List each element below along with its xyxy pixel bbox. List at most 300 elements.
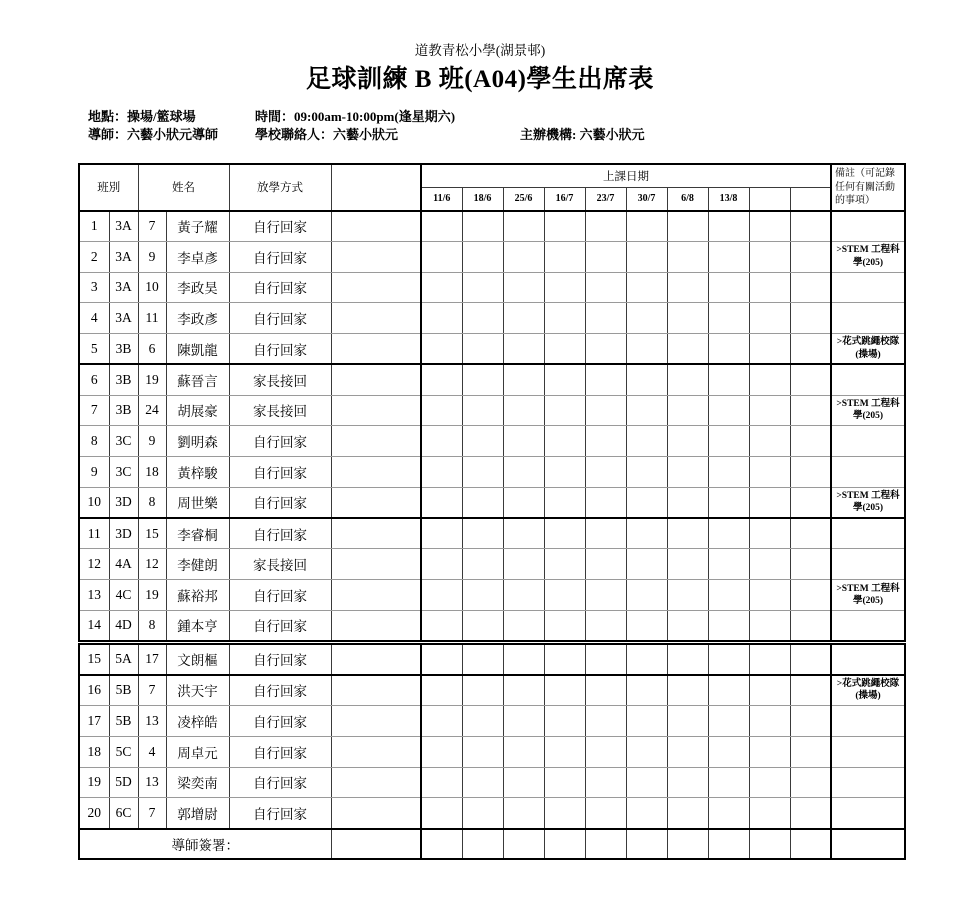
attendance-cell xyxy=(708,487,749,518)
attendance-cell xyxy=(626,767,667,798)
attendance-cell xyxy=(749,241,790,272)
row-number-cell: 19 xyxy=(79,767,109,798)
attendance-cell xyxy=(421,272,462,303)
attendance-cell xyxy=(462,303,503,334)
class-cell: 5D xyxy=(109,767,138,798)
attendance-cell xyxy=(667,303,708,334)
attendance-cell xyxy=(667,241,708,272)
attendance-cell xyxy=(749,549,790,580)
spare-cell xyxy=(331,610,421,641)
class-cell: 5B xyxy=(109,675,138,706)
class-number-cell: 6 xyxy=(138,334,166,365)
class-number-cell: 17 xyxy=(138,644,166,675)
attendance-cell xyxy=(708,706,749,737)
attendance-cell xyxy=(462,798,503,829)
attendance-cell xyxy=(544,211,585,242)
attendance-cell xyxy=(790,457,831,488)
spare-cell xyxy=(331,549,421,580)
attendance-cell xyxy=(708,334,749,365)
row-number-cell: 17 xyxy=(79,706,109,737)
dismissal-method-cell: 自行回家 xyxy=(229,610,331,641)
attendance-cell xyxy=(503,829,544,859)
header-remarks: 備註（可記錄任何有關活動的事項） xyxy=(831,164,905,211)
class-cell: 4A xyxy=(109,549,138,580)
class-number-cell: 7 xyxy=(138,798,166,829)
remark-cell xyxy=(831,211,905,242)
student-name-cell: 李健朗 xyxy=(166,549,229,580)
row-number-cell: 12 xyxy=(79,549,109,580)
class-number-cell: 11 xyxy=(138,303,166,334)
class-cell: 3A xyxy=(109,241,138,272)
dismissal-method-cell: 自行回家 xyxy=(229,706,331,737)
attendance-cell xyxy=(585,580,626,611)
spare-cell xyxy=(331,518,421,549)
attendance-cell xyxy=(544,644,585,675)
class-cell: 5B xyxy=(109,706,138,737)
class-number-cell: 13 xyxy=(138,706,166,737)
attendance-cell xyxy=(544,549,585,580)
class-number-cell: 24 xyxy=(138,395,166,426)
attendance-cell xyxy=(503,426,544,457)
attendance-cell xyxy=(626,426,667,457)
attendance-cell xyxy=(503,644,544,675)
student-row xyxy=(79,518,905,549)
attendance-cell xyxy=(708,457,749,488)
row-number-cell: 3 xyxy=(79,272,109,303)
attendance-cell xyxy=(503,767,544,798)
attendance-cell xyxy=(708,549,749,580)
row-number-cell: 7 xyxy=(79,395,109,426)
student-row xyxy=(79,272,905,303)
attendance-cell xyxy=(544,580,585,611)
student-row xyxy=(79,303,905,334)
attendance-cell xyxy=(462,487,503,518)
class-cell: 3A xyxy=(109,272,138,303)
student-name-cell: 蘇晉言 xyxy=(166,364,229,395)
date-header-cell: 16/7 xyxy=(544,188,585,211)
attendance-cell xyxy=(421,518,462,549)
class-cell: 6C xyxy=(109,798,138,829)
student-row xyxy=(79,675,905,706)
attendance-cell xyxy=(421,675,462,706)
class-cell: 4C xyxy=(109,580,138,611)
attendance-cell xyxy=(462,426,503,457)
attendance-cell xyxy=(626,241,667,272)
attendance-cell xyxy=(585,303,626,334)
attendance-cell xyxy=(503,211,544,242)
attendance-cell xyxy=(544,364,585,395)
attendance-cell xyxy=(503,487,544,518)
attendance-cell xyxy=(585,829,626,859)
row-number-cell: 8 xyxy=(79,426,109,457)
remark-cell xyxy=(831,303,905,334)
dismissal-method-cell: 自行回家 xyxy=(229,487,331,518)
attendance-cell xyxy=(749,426,790,457)
attendance-cell xyxy=(544,767,585,798)
attendance-cell xyxy=(503,334,544,365)
student-name-cell: 李政昊 xyxy=(166,272,229,303)
student-row xyxy=(79,241,905,272)
attendance-cell xyxy=(749,767,790,798)
attendance-cell xyxy=(585,798,626,829)
attendance-cell xyxy=(708,211,749,242)
info-organizer: 主辦機構: 六藝小狀元 xyxy=(520,127,645,142)
class-number-cell: 13 xyxy=(138,767,166,798)
student-row xyxy=(79,580,905,611)
remark-cell xyxy=(831,272,905,303)
attendance-cell xyxy=(462,736,503,767)
attendance-cell xyxy=(749,706,790,737)
attendance-cell xyxy=(421,767,462,798)
date-header-cell xyxy=(749,188,790,211)
signature-row xyxy=(79,829,905,859)
spare-cell xyxy=(331,241,421,272)
attendance-cell xyxy=(421,334,462,365)
spare-cell xyxy=(331,798,421,829)
dismissal-method-cell: 自行回家 xyxy=(229,736,331,767)
attendance-cell xyxy=(708,518,749,549)
remark-cell xyxy=(831,829,905,859)
attendance-cell xyxy=(585,395,626,426)
attendance-cell xyxy=(626,364,667,395)
attendance-cell xyxy=(421,303,462,334)
attendance-cell xyxy=(421,457,462,488)
date-header-cell: 25/6 xyxy=(503,188,544,211)
attendance-cell xyxy=(626,736,667,767)
attendance-cell xyxy=(708,303,749,334)
attendance-cell xyxy=(585,736,626,767)
student-row xyxy=(79,767,905,798)
attendance-cell xyxy=(667,334,708,365)
student-row xyxy=(79,706,905,737)
date-header-cell: 6/8 xyxy=(667,188,708,211)
attendance-cell xyxy=(749,798,790,829)
attendance-cell xyxy=(462,272,503,303)
attendance-cell xyxy=(503,241,544,272)
attendance-cell xyxy=(544,736,585,767)
row-number-cell: 6 xyxy=(79,364,109,395)
attendance-cell xyxy=(626,395,667,426)
attendance-cell xyxy=(667,610,708,641)
attendance-cell xyxy=(790,549,831,580)
student-name-cell: 劉明森 xyxy=(166,426,229,457)
student-row xyxy=(79,644,905,675)
class-number-cell: 18 xyxy=(138,457,166,488)
attendance-cell xyxy=(544,334,585,365)
class-number-cell: 7 xyxy=(138,675,166,706)
spare-cell xyxy=(331,395,421,426)
remark-cell xyxy=(831,549,905,580)
student-name-cell: 黃梓駿 xyxy=(166,457,229,488)
row-number-cell: 1 xyxy=(79,211,109,242)
attendance-cell xyxy=(708,798,749,829)
attendance-cell xyxy=(626,334,667,365)
spare-cell xyxy=(331,767,421,798)
student-row xyxy=(79,610,905,641)
attendance-cell xyxy=(503,549,544,580)
attendance-cell xyxy=(667,580,708,611)
header-dates-group: 上課日期 xyxy=(421,164,831,188)
attendance-cell xyxy=(503,580,544,611)
dismissal-method-cell: 自行回家 xyxy=(229,426,331,457)
attendance-cell xyxy=(708,767,749,798)
student-row xyxy=(79,426,905,457)
spare-cell xyxy=(331,211,421,242)
attendance-cell xyxy=(749,334,790,365)
attendance-cell xyxy=(421,706,462,737)
table-header-row xyxy=(79,164,905,188)
attendance-cell xyxy=(503,395,544,426)
dismissal-method-cell: 家長接回 xyxy=(229,364,331,395)
attendance-cell xyxy=(544,241,585,272)
class-number-cell: 4 xyxy=(138,736,166,767)
attendance-cell xyxy=(790,675,831,706)
dismissal-method-cell: 自行回家 xyxy=(229,644,331,675)
dismissal-method-cell: 家長接回 xyxy=(229,395,331,426)
class-number-cell: 9 xyxy=(138,241,166,272)
remark-cell: >STEM 工程科學(205) xyxy=(831,395,905,426)
student-row xyxy=(79,736,905,767)
attendance-cell xyxy=(503,518,544,549)
attendance-cell xyxy=(790,610,831,641)
attendance-cell xyxy=(708,644,749,675)
attendance-cell xyxy=(585,706,626,737)
row-number-cell: 20 xyxy=(79,798,109,829)
dismissal-method-cell: 自行回家 xyxy=(229,798,331,829)
spare-cell xyxy=(331,457,421,488)
attendance-cell xyxy=(421,644,462,675)
class-cell: 5C xyxy=(109,736,138,767)
attendance-cell xyxy=(790,829,831,859)
class-cell: 3C xyxy=(109,457,138,488)
date-header-cell: 13/8 xyxy=(708,188,749,211)
date-header-cell: 23/7 xyxy=(585,188,626,211)
attendance-cell xyxy=(708,580,749,611)
spare-cell xyxy=(331,334,421,365)
attendance-cell xyxy=(421,364,462,395)
student-name-cell: 文朗樞 xyxy=(166,644,229,675)
student-row xyxy=(79,798,905,829)
info-tutor: 導師：六藝小狀元導師 xyxy=(88,127,219,142)
class-cell: 3A xyxy=(109,211,138,242)
attendance-cell xyxy=(462,395,503,426)
student-name-cell: 李卓彥 xyxy=(166,241,229,272)
dismissal-method-cell: 自行回家 xyxy=(229,334,331,365)
spare-cell xyxy=(331,303,421,334)
student-name-cell: 鍾本亨 xyxy=(166,610,229,641)
class-cell: 3B xyxy=(109,395,138,426)
attendance-cell xyxy=(585,334,626,365)
dismissal-method-cell: 自行回家 xyxy=(229,272,331,303)
attendance-cell xyxy=(626,549,667,580)
attendance-cell xyxy=(462,211,503,242)
remark-cell: >花式跳繩校隊(操場) xyxy=(831,675,905,706)
attendance-cell xyxy=(667,518,708,549)
student-name-cell: 郭增尉 xyxy=(166,798,229,829)
attendance-cell xyxy=(626,644,667,675)
attendance-cell xyxy=(421,395,462,426)
attendance-cell xyxy=(626,706,667,737)
student-name-cell: 黃子耀 xyxy=(166,211,229,242)
spare-cell xyxy=(331,487,421,518)
attendance-cell xyxy=(503,706,544,737)
attendance-cell xyxy=(421,426,462,457)
attendance-cell xyxy=(462,829,503,859)
dismissal-method-cell: 自行回家 xyxy=(229,518,331,549)
remark-cell xyxy=(831,426,905,457)
row-number-cell: 5 xyxy=(79,334,109,365)
student-name-cell: 洪天宇 xyxy=(166,675,229,706)
attendance-cell xyxy=(708,829,749,859)
attendance-cell xyxy=(708,610,749,641)
attendance-cell xyxy=(749,211,790,242)
attendance-cell xyxy=(708,736,749,767)
attendance-cell xyxy=(421,829,462,859)
attendance-cell xyxy=(667,644,708,675)
dismissal-method-cell: 自行回家 xyxy=(229,457,331,488)
attendance-cell xyxy=(790,736,831,767)
remark-cell xyxy=(831,457,905,488)
attendance-cell xyxy=(749,395,790,426)
class-cell: 3C xyxy=(109,426,138,457)
attendance-cell xyxy=(626,487,667,518)
attendance-cell xyxy=(585,211,626,242)
student-name-cell: 蘇裕邦 xyxy=(166,580,229,611)
attendance-cell xyxy=(544,487,585,518)
attendance-cell xyxy=(585,487,626,518)
attendance-cell xyxy=(667,487,708,518)
attendance-cell xyxy=(749,610,790,641)
row-number-cell: 11 xyxy=(79,518,109,549)
attendance-cell xyxy=(667,798,708,829)
attendance-cell xyxy=(462,334,503,365)
row-number-cell: 2 xyxy=(79,241,109,272)
attendance-cell xyxy=(667,767,708,798)
attendance-cell xyxy=(503,364,544,395)
student-name-cell: 周世樂 xyxy=(166,487,229,518)
attendance-cell xyxy=(421,580,462,611)
attendance-cell xyxy=(462,767,503,798)
attendance-cell xyxy=(585,426,626,457)
class-cell: 3D xyxy=(109,487,138,518)
attendance-cell xyxy=(503,610,544,641)
row-number-cell: 13 xyxy=(79,580,109,611)
remark-cell: >花式跳繩校隊(操場) xyxy=(831,334,905,365)
attendance-cell xyxy=(503,457,544,488)
attendance-table-block2 xyxy=(78,643,906,860)
class-cell: 3A xyxy=(109,303,138,334)
attendance-cell xyxy=(626,580,667,611)
attendance-cell xyxy=(503,675,544,706)
student-row xyxy=(79,395,905,426)
remark-cell xyxy=(831,736,905,767)
attendance-cell xyxy=(585,364,626,395)
attendance-cell xyxy=(790,518,831,549)
student-name-cell: 李睿桐 xyxy=(166,518,229,549)
info-school-contact: 學校聯絡人：六藝小狀元 xyxy=(255,127,399,142)
student-row xyxy=(79,364,905,395)
attendance-cell xyxy=(462,241,503,272)
attendance-cell xyxy=(790,303,831,334)
attendance-cell xyxy=(421,241,462,272)
attendance-cell xyxy=(790,364,831,395)
attendance-cell xyxy=(462,580,503,611)
attendance-cell xyxy=(790,272,831,303)
attendance-cell xyxy=(626,303,667,334)
attendance-cell xyxy=(462,644,503,675)
attendance-cell xyxy=(462,549,503,580)
class-cell: 4D xyxy=(109,610,138,641)
attendance-cell xyxy=(462,518,503,549)
attendance-cell xyxy=(790,426,831,457)
attendance-cell xyxy=(749,487,790,518)
attendance-cell xyxy=(544,395,585,426)
row-number-cell: 15 xyxy=(79,644,109,675)
attendance-cell xyxy=(749,675,790,706)
attendance-cell xyxy=(708,395,749,426)
dismissal-method-cell: 自行回家 xyxy=(229,211,331,242)
info-time: 時間：09:00am-10:00pm(逢星期六) xyxy=(255,109,456,124)
attendance-cell xyxy=(708,364,749,395)
school-name: 道教青松小學(湖景邨) xyxy=(414,43,546,58)
attendance-cell xyxy=(667,736,708,767)
attendance-cell xyxy=(585,272,626,303)
attendance-cell xyxy=(462,675,503,706)
attendance-cell xyxy=(544,610,585,641)
attendance-cell xyxy=(503,736,544,767)
attendance-cell xyxy=(503,272,544,303)
remark-cell xyxy=(831,518,905,549)
dismissal-method-cell: 自行回家 xyxy=(229,580,331,611)
class-number-cell: 7 xyxy=(138,211,166,242)
attendance-cell xyxy=(708,241,749,272)
attendance-cell xyxy=(790,487,831,518)
spare-cell xyxy=(331,644,421,675)
attendance-cell xyxy=(749,457,790,488)
header-dismissal: 放學方式 xyxy=(229,164,331,211)
spare-cell xyxy=(331,706,421,737)
page-title: 足球訓練 B 班(A04)學生出席表 xyxy=(306,66,654,93)
attendance-cell xyxy=(749,364,790,395)
signature-label-cell: 導師簽署： xyxy=(79,829,331,859)
remark-cell: >STEM 工程科學(205) xyxy=(831,241,905,272)
attendance-cell xyxy=(749,644,790,675)
attendance-cell xyxy=(790,644,831,675)
student-row xyxy=(79,487,905,518)
attendance-cell xyxy=(421,211,462,242)
remark-cell xyxy=(831,610,905,641)
attendance-cell xyxy=(503,303,544,334)
student-name-cell: 李政彥 xyxy=(166,303,229,334)
attendance-cell xyxy=(503,798,544,829)
attendance-cell xyxy=(626,675,667,706)
attendance-cell xyxy=(626,457,667,488)
remark-cell: >STEM 工程科學(205) xyxy=(831,487,905,518)
class-cell: 3B xyxy=(109,364,138,395)
remark-cell xyxy=(831,706,905,737)
attendance-cell xyxy=(544,303,585,334)
attendance-cell xyxy=(749,303,790,334)
spare-cell xyxy=(331,829,421,859)
attendance-cell xyxy=(790,580,831,611)
attendance-cell xyxy=(790,706,831,737)
dismissal-method-cell: 自行回家 xyxy=(229,303,331,334)
spare-cell xyxy=(331,736,421,767)
dismissal-method-cell: 自行回家 xyxy=(229,767,331,798)
attendance-cell xyxy=(667,549,708,580)
attendance-cell xyxy=(626,610,667,641)
student-name-cell: 周卓元 xyxy=(166,736,229,767)
